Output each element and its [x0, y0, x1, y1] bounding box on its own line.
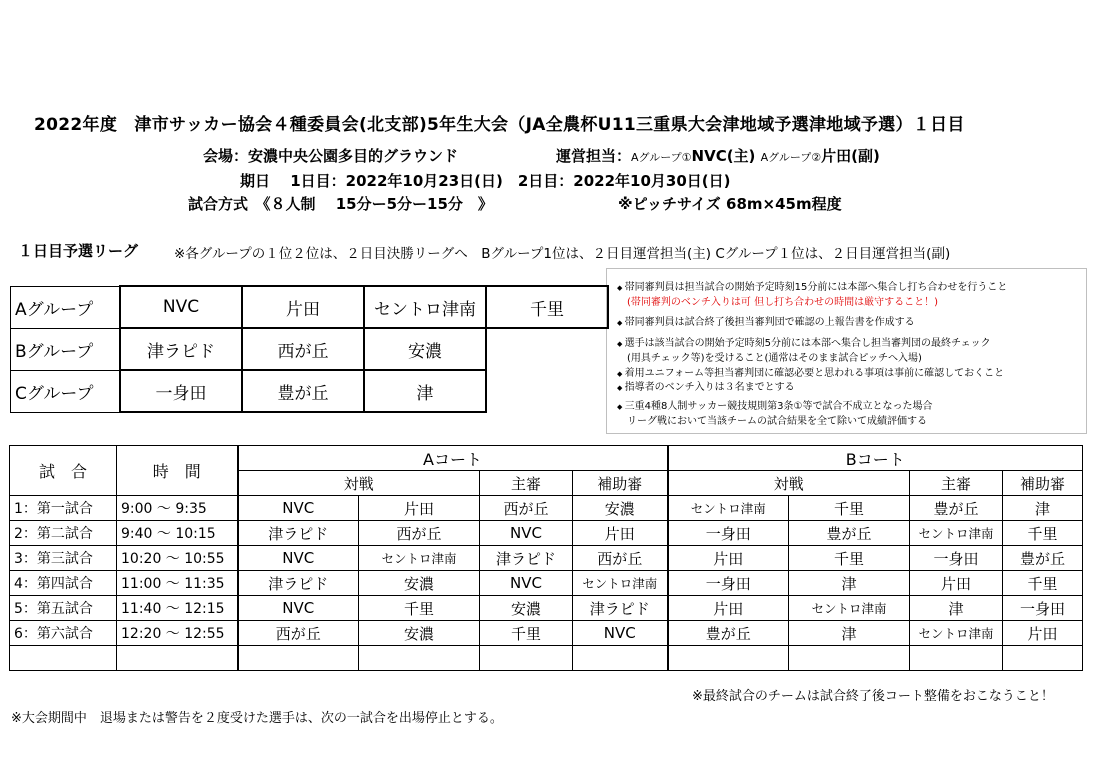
- day1-league-note: ※各グループの１位２位は、２日目決勝リーグへ Bグループ1位は、２日目運営担当(主) Cグループ１位は、２日目運営担当(副): [174, 246, 951, 262]
- court-a-assistant: 西が丘: [573, 546, 668, 571]
- document-title: 2022年度 津市サッカー協会４種委員会(北支部)5年生大会（JA全農杯U11三重県大会津地域予選津地域予選）１日目: [34, 115, 965, 135]
- note-line: [617, 313, 915, 328]
- court-a-team1: 津ラピド: [238, 571, 359, 596]
- day1-league-title: １日目予選リーグ: [18, 242, 139, 260]
- footer-court-maintenance-note: ※最終試合のチームは試合終了後コート整備をおこなうこと！: [692, 689, 1054, 704]
- court-b-referee: セントロ津南: [910, 621, 1003, 646]
- court-a-team2: 安濃: [359, 571, 480, 596]
- note-line: [627, 293, 938, 308]
- group-team-cell: セントロ津南: [364, 286, 486, 328]
- management-label: 運営担当：: [556, 147, 632, 165]
- note-text: 帯同審判員は試合終了後担当審判団で確認の上報告書を作成する: [624, 317, 915, 328]
- time-cell: 9:00 ～ 9:35: [117, 496, 238, 521]
- court-b-assistant: [1003, 646, 1083, 671]
- court-b-team1: 一身田: [668, 571, 789, 596]
- header-b-vs: 対戦: [668, 471, 910, 496]
- bullet-icon: ◆: [617, 340, 625, 348]
- court-a-team1: 西が丘: [238, 621, 359, 646]
- court-a-assistant: セントロ津南: [573, 571, 668, 596]
- group-team-cell: NVC: [120, 286, 242, 328]
- time-cell: [117, 646, 238, 671]
- court-b-team1: セントロ津南: [668, 496, 789, 521]
- table-row: [10, 571, 1083, 596]
- match-cell: 6：第六試合: [10, 621, 117, 646]
- court-a-team2: [359, 646, 480, 671]
- note-line: [617, 397, 932, 412]
- note-text: 選手は該当試合の開始予定時刻5分前には本部へ集合し担当審判団の最終チェック: [624, 338, 991, 349]
- note-line: [627, 349, 922, 364]
- header-a-assistant: 補助審: [573, 471, 668, 496]
- header-time: 時 間: [117, 446, 238, 496]
- group-label: Cグループ: [11, 370, 121, 412]
- time-cell: 12:20 ～ 12:55: [117, 621, 238, 646]
- court-b-team2: 千里: [789, 546, 910, 571]
- group-a-team: NVC(主): [691, 147, 756, 165]
- match-cell: 2：第二試合: [10, 521, 117, 546]
- group-row: [11, 370, 609, 412]
- group-team-cell: 津ラピド: [120, 328, 242, 370]
- court-a-assistant: 安濃: [573, 496, 668, 521]
- bullet-icon: ◆: [617, 319, 625, 327]
- group-a-label: Aグループ①: [631, 151, 692, 164]
- format-text: 試合方式 《８人制 15分ー5分ー15分 》: [188, 195, 493, 213]
- note-text: (帯同審判のベンチ入りは可 但し打ち合わせの時間は厳守すること！): [627, 297, 938, 308]
- group-team-cell: 豊が丘: [242, 370, 364, 412]
- court-a-team1: NVC: [238, 596, 359, 621]
- table-row: [10, 546, 1083, 571]
- court-a-referee: NVC: [480, 521, 573, 546]
- court-a-assistant: NVC: [573, 621, 668, 646]
- time-cell: 11:00 ～ 11:35: [117, 571, 238, 596]
- group-team-cell: 千里: [486, 286, 608, 328]
- time-cell: 11:40 ～ 12:15: [117, 596, 238, 621]
- group-team-cell: 津: [364, 370, 486, 412]
- court-b-assistant: 一身田: [1003, 596, 1083, 621]
- note-line: [617, 334, 991, 349]
- court-b-team2: [789, 646, 910, 671]
- table-row: [10, 621, 1083, 646]
- note-text: 三重4種8人制サッカー競技規則第3条①等で試合不成立となった場合: [624, 401, 933, 412]
- court-a-referee: 安濃: [480, 596, 573, 621]
- court-a-team1: 津ラピド: [238, 521, 359, 546]
- time-cell: 9:40 ～ 10:15: [117, 521, 238, 546]
- group-team-cell: 安濃: [364, 328, 486, 370]
- note-line: [617, 378, 795, 393]
- note-line: [617, 364, 1004, 379]
- header-a-vs: 対戦: [238, 471, 480, 496]
- dates-text: 期日 1日目：2022年10月23日(日) 2日目：2022年10月30日(日): [240, 172, 731, 190]
- court-a-team1: [238, 646, 359, 671]
- group-label: Aグループ: [11, 286, 121, 328]
- court-a-team2: 千里: [359, 596, 480, 621]
- court-b-referee: 津: [910, 596, 1003, 621]
- group-team-cell: 片田: [242, 286, 364, 328]
- court-a-assistant: [573, 646, 668, 671]
- court-b-assistant: 千里: [1003, 521, 1083, 546]
- court-a-assistant: 片田: [573, 521, 668, 546]
- bullet-icon: ◆: [617, 403, 625, 411]
- footer-suspension-note: ※大会期間中 退場または警告を２度受けた選手は、次の一試合を出場停止とする。: [11, 711, 503, 726]
- group-row: [11, 286, 609, 328]
- table-row: [10, 496, 1083, 521]
- table-row: [10, 596, 1083, 621]
- court-b-team2: 津: [789, 621, 910, 646]
- bullet-icon: ◆: [617, 384, 625, 392]
- court-b-team1: [668, 646, 789, 671]
- note-line: [617, 278, 1007, 293]
- court-a-referee: NVC: [480, 571, 573, 596]
- court-a-team2: 片田: [359, 496, 480, 521]
- note-text: 着用ユニフォーム等担当審判団に確認必要と思われる事項は事前に確認しておくこと: [624, 368, 1005, 379]
- court-b-referee: [910, 646, 1003, 671]
- court-b-assistant: 片田: [1003, 621, 1083, 646]
- note-text: 帯同審判員は担当試合の開始予定時刻15分前には本部へ集合し打ち合わせを行うこと: [624, 282, 1008, 293]
- management-text: [556, 145, 880, 166]
- court-a-referee: 津ラピド: [480, 546, 573, 571]
- court-b-team2: 豊が丘: [789, 521, 910, 546]
- court-b-team2: 津: [789, 571, 910, 596]
- court-b-referee: セントロ津南: [910, 521, 1003, 546]
- notes-box: [606, 268, 1087, 434]
- header-a-referee: 主審: [480, 471, 573, 496]
- bullet-icon: ◆: [617, 284, 625, 292]
- court-a-referee: 千里: [480, 621, 573, 646]
- court-b-referee: 片田: [910, 571, 1003, 596]
- groups-table: [10, 285, 609, 413]
- header-court-a: Aコート: [238, 446, 668, 471]
- court-a-team2: セントロ津南: [359, 546, 480, 571]
- note-text: リーグ戦において当該チームの試合結果を全て除いて成績評価する: [627, 416, 927, 427]
- group-team-cell: 西が丘: [242, 328, 364, 370]
- header-b-assistant: 補助審: [1003, 471, 1083, 496]
- header-court-b: Bコート: [668, 446, 1083, 471]
- bullet-icon: ◆: [617, 370, 625, 378]
- court-a-team1: NVC: [238, 546, 359, 571]
- match-cell: 5：第五試合: [10, 596, 117, 621]
- court-a-team2: 安濃: [359, 621, 480, 646]
- note-text: 指導者のベンチ入りは３名までとする: [624, 382, 795, 393]
- court-b-team1: 片田: [668, 546, 789, 571]
- court-b-assistant: 豊が丘: [1003, 546, 1083, 571]
- court-b-team2: 千里: [789, 496, 910, 521]
- header-b-referee: 主審: [910, 471, 1003, 496]
- schedule-table: [9, 445, 1083, 671]
- match-cell: 4：第四試合: [10, 571, 117, 596]
- group-b-label: Aグループ②: [760, 151, 822, 164]
- court-b-referee: 一身田: [910, 546, 1003, 571]
- match-cell: [10, 646, 117, 671]
- match-cell: 1：第一試合: [10, 496, 117, 521]
- header-match: 試 合: [10, 446, 117, 496]
- court-a-team1: NVC: [238, 496, 359, 521]
- court-a-assistant: 津ラピド: [573, 596, 668, 621]
- venue-text: 会場：安濃中央公園多目的グラウンド: [203, 147, 459, 165]
- court-b-team1: 豊が丘: [668, 621, 789, 646]
- court-b-assistant: 津: [1003, 496, 1083, 521]
- match-cell: 3：第三試合: [10, 546, 117, 571]
- court-b-assistant: 千里: [1003, 571, 1083, 596]
- court-a-referee: 西が丘: [480, 496, 573, 521]
- court-b-team1: 片田: [668, 596, 789, 621]
- note-text: (用具チェック等)を受けること(通常はそのまま試合ピッチへ入場): [627, 353, 922, 364]
- time-cell: 10:20 ～ 10:55: [117, 546, 238, 571]
- group-team-cell: 一身田: [120, 370, 242, 412]
- court-b-referee: 豊が丘: [910, 496, 1003, 521]
- group-label: Bグループ: [11, 328, 121, 370]
- group-row: [11, 328, 609, 370]
- table-row: [10, 646, 1083, 671]
- group-b-team: 片田(副): [821, 147, 880, 165]
- court-b-team2: セントロ津南: [789, 596, 910, 621]
- court-a-referee: [480, 646, 573, 671]
- note-line: [627, 412, 927, 427]
- court-a-team2: 西が丘: [359, 521, 480, 546]
- table-row: [10, 521, 1083, 546]
- pitch-size-text: ※ピッチサイズ 68m×45m程度: [618, 195, 842, 213]
- court-b-team1: 一身田: [668, 521, 789, 546]
